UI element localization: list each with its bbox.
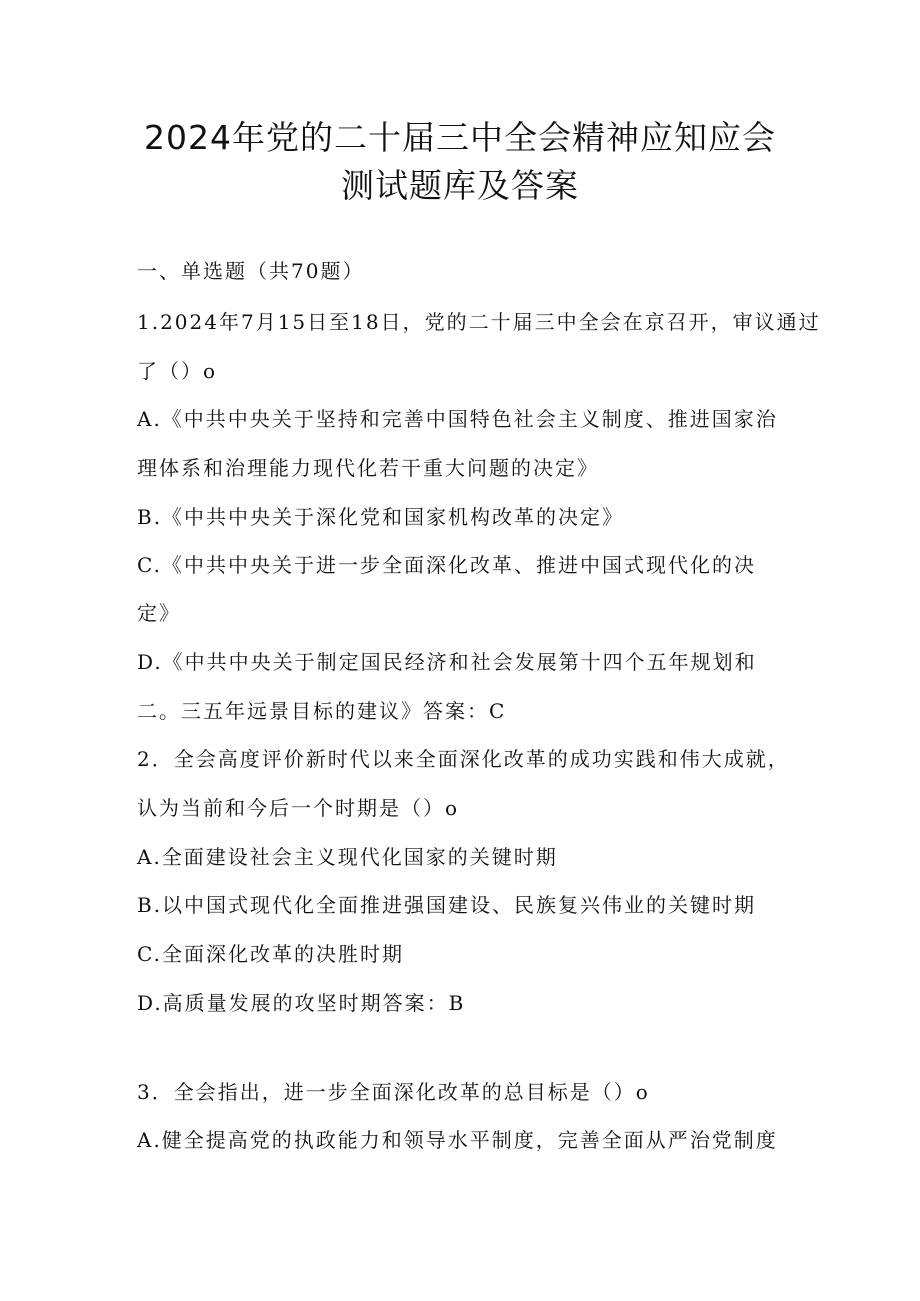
question-1-option-d-line-2: 二。三五年远景目标的建议》答案：C: [137, 699, 507, 723]
question-1-option-b: B.《中共中央关于深化党和国家机构改革的决定》: [137, 505, 625, 529]
question-1-option-a-line-1: A.《中共中央关于坚持和完善中国特色社会主义制度、推进国家治: [137, 407, 778, 431]
question-3-stem: 3．全会指出，进一步全面深化改革的总目标是（）o: [137, 1080, 650, 1104]
question-1-stem-line-1: 1.2024年7月15日至18日，党的二十届三中全会在京召开，审议通过: [137, 310, 821, 334]
question-1-option-c-line-2: 定》: [137, 601, 181, 625]
document-title-line-2: 测试题库及答案: [341, 166, 579, 205]
question-2-option-c: C.全面深化改革的决胜时期: [137, 942, 404, 966]
section-heading: 一、单选题（共70题）: [137, 259, 365, 283]
question-2-option-d: D.高质量发展的攻坚时期答案：B: [137, 991, 466, 1015]
question-3-option-a: A.健全提高党的执政能力和领导水平制度，完善全面从严治党制度: [137, 1128, 778, 1152]
question-2-option-b: B.以中国式现代化全面推进强国建设、民族复兴伟业的关键时期: [137, 893, 757, 917]
question-1-option-d-line-1: D.《中共中央关于制定国民经济和社会发展第十四个五年规划和: [137, 650, 757, 674]
document-title-line-1: 2024年党的二十届三中全会精神应知应会: [144, 118, 776, 157]
question-1-stem-line-2: 了（）o: [137, 359, 218, 383]
question-2-option-a: A.全面建设社会主义现代化国家的关键时期: [137, 845, 558, 869]
question-2-stem-line-1: 2．全会高度评价新时代以来全面深化改革的成功实践和伟大成就，: [137, 747, 790, 771]
question-1-option-a-line-2: 理体系和治理能力现代化若干重大问题的决定》: [137, 456, 599, 480]
question-1-option-c-line-1: C.《中共中央关于进一步全面深化改革、推进中国式现代化的决: [137, 553, 756, 577]
question-2-stem-line-2: 认为当前和今后一个时期是（）o: [137, 796, 460, 820]
